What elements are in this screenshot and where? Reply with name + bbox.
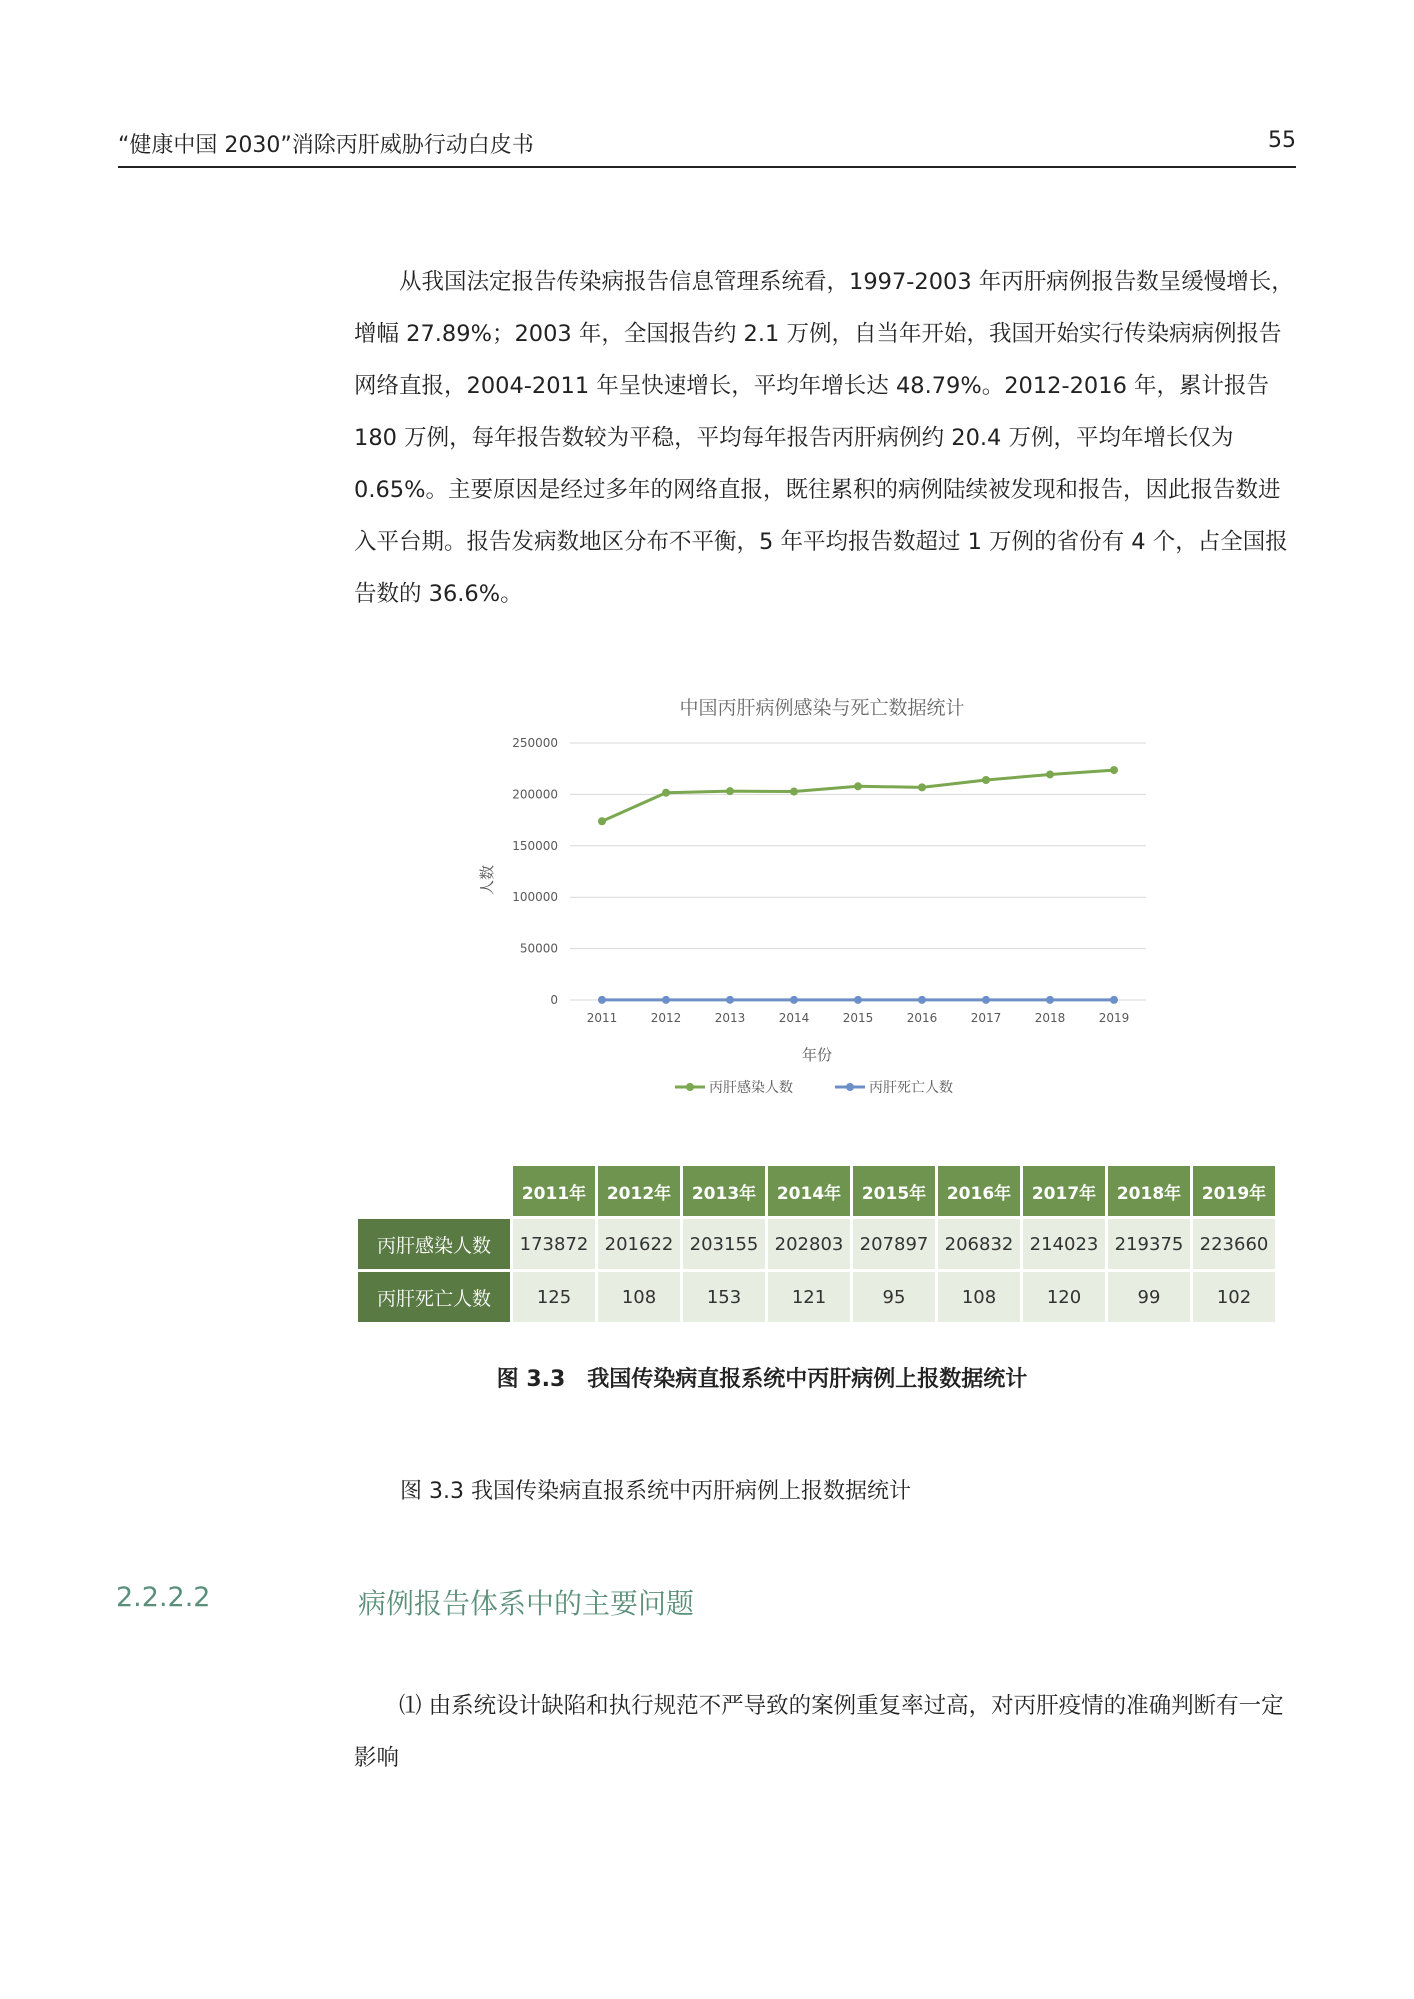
legend-swatch-marker	[846, 1083, 854, 1091]
chart-ylabel: 人数	[478, 864, 496, 896]
table-row-label: 丙肝死亡人数	[358, 1272, 510, 1322]
table-cell: 201622	[598, 1219, 680, 1269]
table-cell: 108	[938, 1272, 1020, 1322]
series-line-1	[602, 770, 1114, 821]
series-1-point	[790, 788, 798, 796]
figure-caption: 图 3.3 我国传染病直报系统中丙肝病例上报数据统计	[496, 1367, 1028, 1392]
table-year-header: 2012年	[598, 1166, 680, 1216]
series-2-point	[854, 996, 862, 1004]
y-tick-label: 50000	[519, 941, 558, 956]
figure-caption-repeat: 图 3.3 我国传染病直报系统中丙肝病例上报数据统计	[400, 1479, 911, 1504]
x-tick-label: 2016	[906, 1011, 938, 1025]
chart-xlabel: 年份	[801, 1046, 833, 1064]
table-cell: 99	[1108, 1272, 1190, 1322]
intro-paragraph: 从我国法定报告传染病报告信息管理系统看，1997-2003 年丙肝病例报告数呈缓慢增长，增幅 27.89%；2003 年，全国报告约 2.1 万例，自当年开始，我国开始实行传染病病例报告网络直报，2004-2011 年呈快速增长，平均年增长达 48.79%。2012-2016 年，累计报告 180 万例，每年报告数较为平稳，平均每年报告丙肝病例约 20.4 万例，平均年增长仅为 0.65%。主要原因是经过多年的网络直报，既往累积的病例陆续被发现和报告，因此报告数进入平台期。报告发病数地区分布不平衡，5 年平均报告数超过 1 万例的省份有 4 个，占全国报告数的 36.6%。	[354, 269, 1294, 607]
table-cell: 223660	[1193, 1219, 1275, 1269]
series-2-point	[726, 996, 734, 1004]
table-year-header: 2017年	[1023, 1166, 1105, 1216]
series-1-point	[854, 782, 862, 790]
table-cell: 108	[598, 1272, 680, 1322]
series-1-point	[662, 789, 670, 797]
series-1-point	[1046, 770, 1054, 778]
issue-paragraph: ⑴ 由系统设计缺陷和执行规范不严导致的案例重复率过高，对丙肝疫情的准确判断有一定影响	[354, 1693, 1284, 1771]
series-2-point	[1110, 996, 1118, 1004]
table-year-header: 2018年	[1108, 1166, 1190, 1216]
series-2-point	[598, 996, 606, 1004]
table-year-header: 2015年	[853, 1166, 935, 1216]
header-rule	[118, 166, 1296, 168]
series-1-point	[918, 783, 926, 791]
table-cell: 125	[513, 1272, 595, 1322]
table-cell: 95	[853, 1272, 935, 1322]
x-tick-label: 2014	[778, 1011, 810, 1025]
running-header-title: “健康中国 2030”消除丙肝威胁行动白皮书	[118, 133, 534, 158]
series-1-point	[726, 787, 734, 795]
table-cell: 153	[683, 1272, 765, 1322]
table-cell: 219375	[1108, 1219, 1190, 1269]
series-2-point	[918, 996, 926, 1004]
y-tick-label: 100000	[512, 890, 558, 905]
series-1-point	[1110, 766, 1118, 774]
x-tick-label: 2017	[970, 1011, 1002, 1025]
x-tick-label: 2018	[1034, 1011, 1066, 1025]
x-tick-label: 2012	[650, 1011, 682, 1025]
table-cell: 214023	[1023, 1219, 1105, 1269]
table-year-header: 2016年	[938, 1166, 1020, 1216]
legend-swatch-marker	[686, 1083, 694, 1091]
table-cell: 121	[768, 1272, 850, 1322]
y-tick-label: 150000	[512, 838, 558, 853]
table-row-label: 丙肝感染人数	[358, 1219, 510, 1269]
table-cell: 206832	[938, 1219, 1020, 1269]
y-tick-label: 0	[550, 993, 558, 1007]
table-row	[358, 1219, 1275, 1269]
table-cell: 102	[1193, 1272, 1275, 1322]
x-tick-label: 2019	[1098, 1011, 1130, 1025]
x-tick-label: 2011	[586, 1011, 618, 1025]
page-number: 55	[1268, 128, 1296, 153]
chart-svg	[470, 690, 1170, 1110]
table-cell: 173872	[513, 1219, 595, 1269]
series-1-point	[598, 817, 606, 825]
table-header-row	[358, 1166, 1275, 1216]
series-2-point	[1046, 996, 1054, 1004]
y-tick-label: 200000	[512, 787, 558, 802]
legend-label: 丙肝死亡人数	[869, 1080, 953, 1096]
table-row	[358, 1272, 1275, 1322]
x-tick-label: 2015	[842, 1011, 874, 1025]
table-cell: 207897	[853, 1219, 935, 1269]
section-title: 病例报告体系中的主要问题	[358, 1587, 695, 1620]
y-tick-label: 250000	[512, 736, 558, 750]
data-table	[355, 1163, 1278, 1325]
table-year-header: 2011年	[513, 1166, 595, 1216]
series-2-point	[982, 996, 990, 1004]
table-cell: 203155	[683, 1219, 765, 1269]
series-1-point	[982, 776, 990, 784]
table-cell: 120	[1023, 1272, 1105, 1322]
table-year-header: 2013年	[683, 1166, 765, 1216]
line-chart	[470, 690, 1170, 1110]
series-2-point	[790, 996, 798, 1004]
series-2-point	[662, 996, 670, 1004]
section-number: 2.2.2.2	[116, 1582, 211, 1613]
legend-label: 丙肝感染人数	[709, 1080, 793, 1096]
table-year-header: 2014年	[768, 1166, 850, 1216]
table-cell: 202803	[768, 1219, 850, 1269]
table-year-header: 2019年	[1193, 1166, 1275, 1216]
x-tick-label: 2013	[714, 1011, 746, 1025]
table-corner-cell	[358, 1166, 510, 1216]
chart-title: 中国丙肝病例感染与死亡数据统计	[679, 697, 965, 719]
